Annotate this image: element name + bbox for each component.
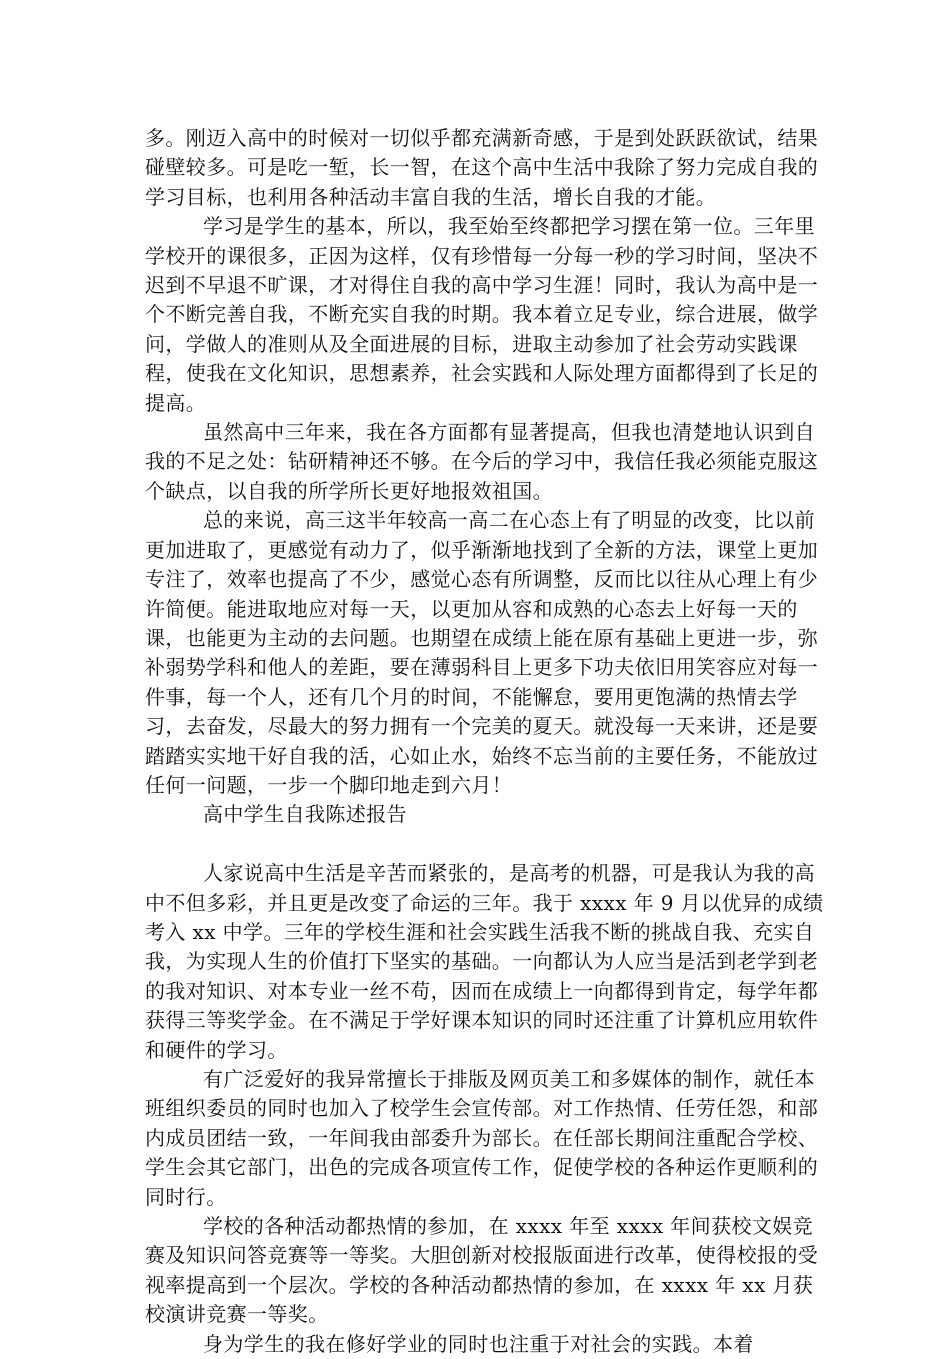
paragraph-study: 学习是学生的基本，所以，我至始至终都把学习摆在第一位。三年里学校开的课很多，正因为这样，仅有珍惜每一分每一秒的学习时间，坚决不迟到不早退不旷课，才对得住自我的高中学习生涯！同时，我认为高中是一个不断完善自我，不断充实自我的时期。我本着立足专业，综合进展，做学问，学做人的准则从及全面进展的目标，进取主动参加了社会劳动实践课程，使我在文化知识，思想素养，社会实践和人际处理方面都得到了长足的提高。	[145, 214, 819, 415]
paragraph-student-union: 有广泛爱好的我异常擅长于排版及网页美工和多媒体的制作，就任本班组织委员的同时也加入了校学生会宣传部。对工作热情、任劳任怨，和部内成员团结一致，一年间我由部委升为部长。在任部长期间注重配合学校、学生会其它部门，出色的完成各项宣传工作，促使学校的各种运作更顺利的同时行。	[145, 1066, 819, 1209]
paragraph-continuation: 多。刚迈入高中的时候对一切似乎都充满新奇感，于是到处跃跃欲试，结果碰壁较多。可是吃一堑，长一智，在这个高中生活中我除了努力完成自我的学习目标，也利用各种活动丰富自我的生活，增长自我的才能。	[145, 126, 819, 209]
section-title: 高中学生自我陈述报告	[203, 802, 407, 827]
paragraph-activities: 学校的各种活动都热情的参加，在 xxxx 年至 xxxx 年间获校文娱竞赛及知识问答竞赛等一等奖。大胆创新对校报版面进行改革，使得校报的受视率提高到一个层次。学校的各种活动都热情的参加，在 xxxx 年 xx 月获校演讲竞赛一等奖。	[145, 1214, 819, 1327]
blank-line	[145, 830, 825, 859]
paragraph-intro: 人家说高中生活是辛苦而紧张的，是高考的机器，可是我认为我的高中不但多彩，并且更是改变了命运的三年。我于 xxxx 年 9 月以优异的成绩考入 xx 中学。三年的学校生涯和社会实践生活我不断的挑战自我、充实自我，为实现人生的价值打下坚实的基础。一向都认为人应当是活到老学到老的我对知识、对本专业一丝不苟，因而在成绩上一向都得到肯定，每学年都获得三等奖学金。在不满足于学好课本知识的同时还注重了计算机应用软件和硬件的学习。	[145, 861, 824, 1062]
paragraph-shortcomings: 虽然高中三年来，我在各方面都有显著提高，但我也清楚地认识到自我的不足之处：钻研精神还不够。在今后的学习中，我信任我必须能克服这个缺点，以自我的所学所长更好地报效祖国。	[145, 420, 819, 503]
paragraph-social-practice: 身为学生的我在修好学业的同时也注重于对社会的实践。本着	[203, 1331, 754, 1356]
document-body	[145, 124, 825, 1359]
paragraph-summary: 总的来说，高三这半年较高一高二在心态上有了明显的改变，比以前更加进取了，更感觉有动力了，似乎渐渐地找到了全新的方法，课堂上更加专注了，效率也提高了不少，感觉心态有所调整，反而比以往从心理上有少许简便。能进取地应对每一天，以更加从容和成熟的心态去上好每一天的课，也能更为主动的去问题。也期望在成绩上能在原有基础上更进一步，弥补弱势学科和他人的差距，要在薄弱科目上更多下功夫依旧用笑容应对每一件事，每一个人，还有几个月的时间，不能懈怠，要用更饱满的热情去学习，去奋发，尽最大的努力拥有一个完美的夏天。就没每一天来讲，还是要踏踏实实地干好自我的活，心如止水，始终不忘当前的主要任务，不能放过任何一问题，一步一个脚印地走到六月！	[145, 508, 819, 797]
